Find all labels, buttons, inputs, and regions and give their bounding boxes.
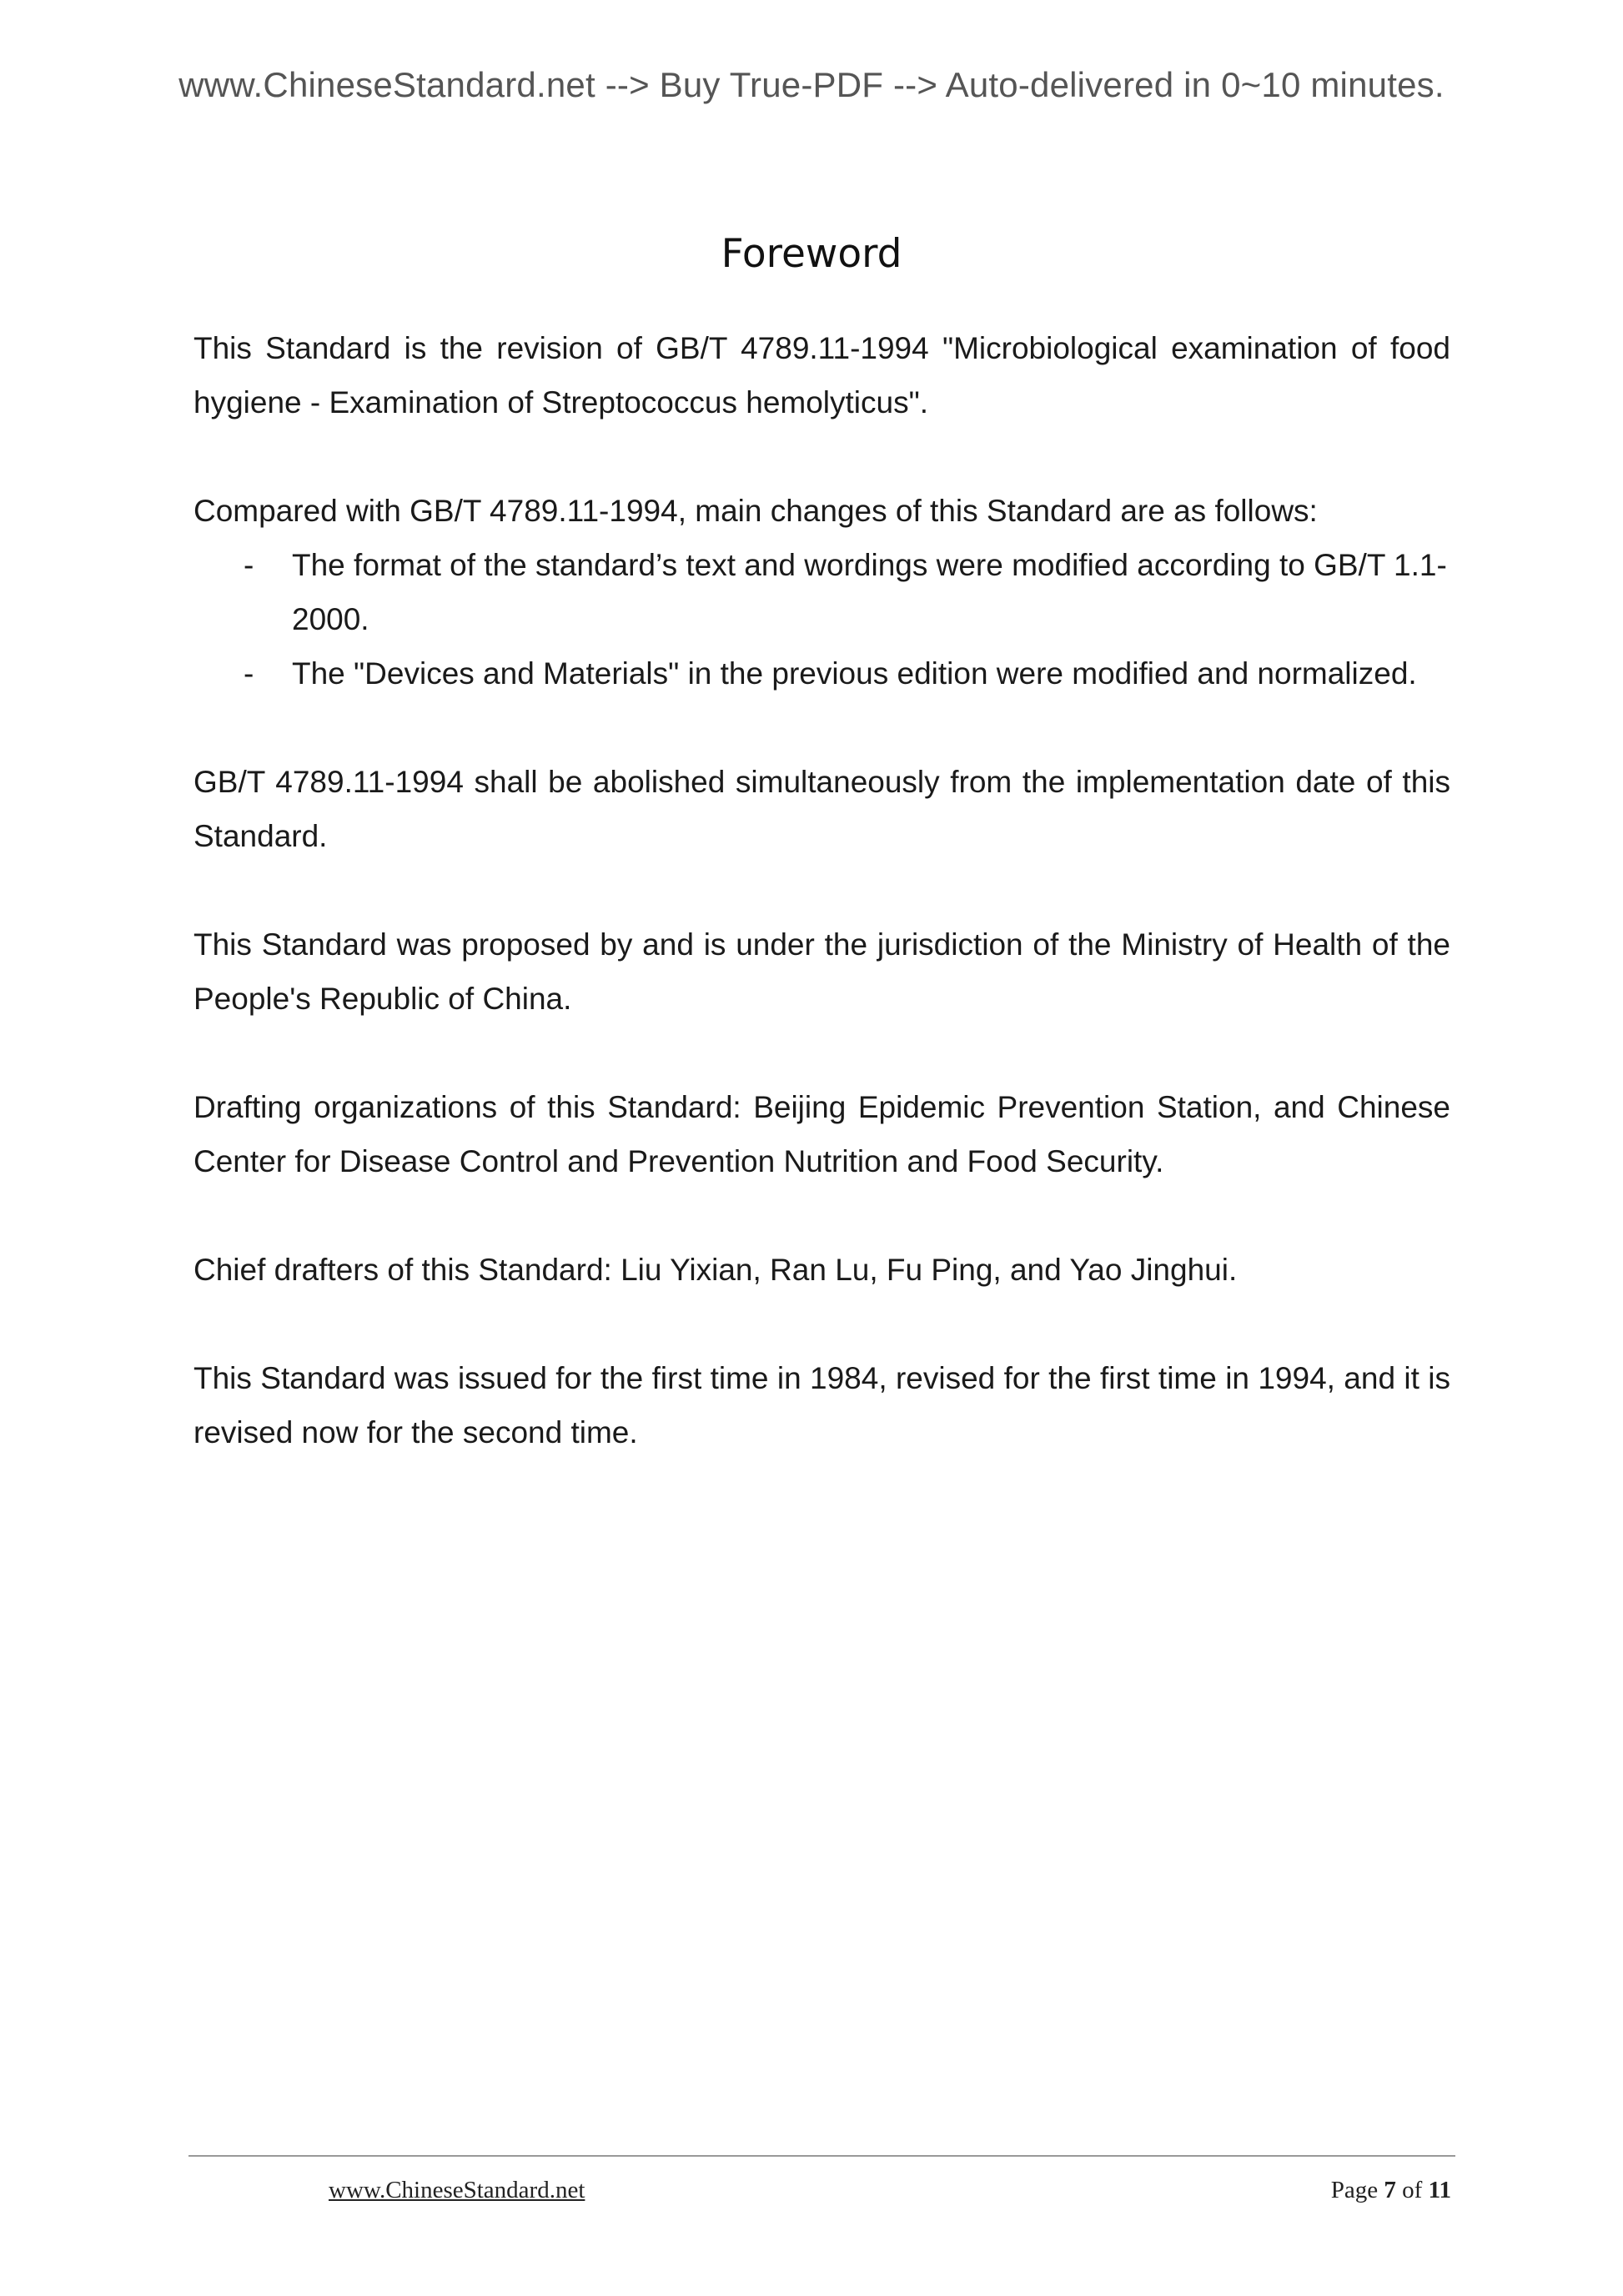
changes-list [193,538,1450,701]
list-item [193,538,1450,646]
abolish-paragraph: GB/T 4789.11-1994 shall be abolished simultaneously from the implementation date of this Standard. [193,765,1450,853]
drafting-orgs-paragraph: Drafting organizations of this Standard: Beijing Epidemic Prevention Station, and Chinese Center for Disease Control and Prevention Nutrition and Food Security. [193,1090,1450,1178]
footer-website-link[interactable]: www.ChineseStandard.net [329,2177,585,2203]
proposed-paragraph: This Standard was proposed by and is under the jurisdiction of the Ministry of Health of the People's Republic of China. [193,927,1450,1016]
dash-bullet: - [244,656,254,691]
revision-paragraph: This Standard is the revision of GB/T 4789.11-1994 "Microbiological examination of food hygiene - Examination of Streptococcus hemolyticus". [193,331,1450,420]
dash-bullet: - [244,548,254,582]
issue-history-paragraph: This Standard was issued for the first time in 1984, revised for the first time in 1994, and it is revised now for the second time. [193,1361,1450,1449]
list-item [193,646,1450,701]
page-title: Foreword [721,231,902,277]
page-of-label: of [1402,2177,1423,2203]
page-number [1331,2177,1451,2204]
changes-intro: Compared with GB/T 4789.11-1994, main changes of this Standard are as follows: [193,494,1318,528]
document-body [193,321,1450,1514]
list-item-text: The "Devices and Materials" in the previous edition were modified and normalized. [292,656,1417,691]
page-total: 11 [1428,2177,1451,2203]
header-banner: www.ChineseStandard.net --> Buy True-PDF --> Auto-delivered in 0~10 minutes. [178,65,1445,104]
drafters-paragraph: Chief drafters of this Standard: Liu Yixian, Ran Lu, Fu Ping, and Yao Jinghui. [193,1253,1238,1287]
page-label: Page [1330,2177,1379,2203]
list-item-text: The format of the standard’s text and wordings were modified according to GB/T 1.1-2000. [292,548,1447,636]
footer-divider [188,2155,1455,2157]
page-current: 7 [1384,2177,1396,2203]
